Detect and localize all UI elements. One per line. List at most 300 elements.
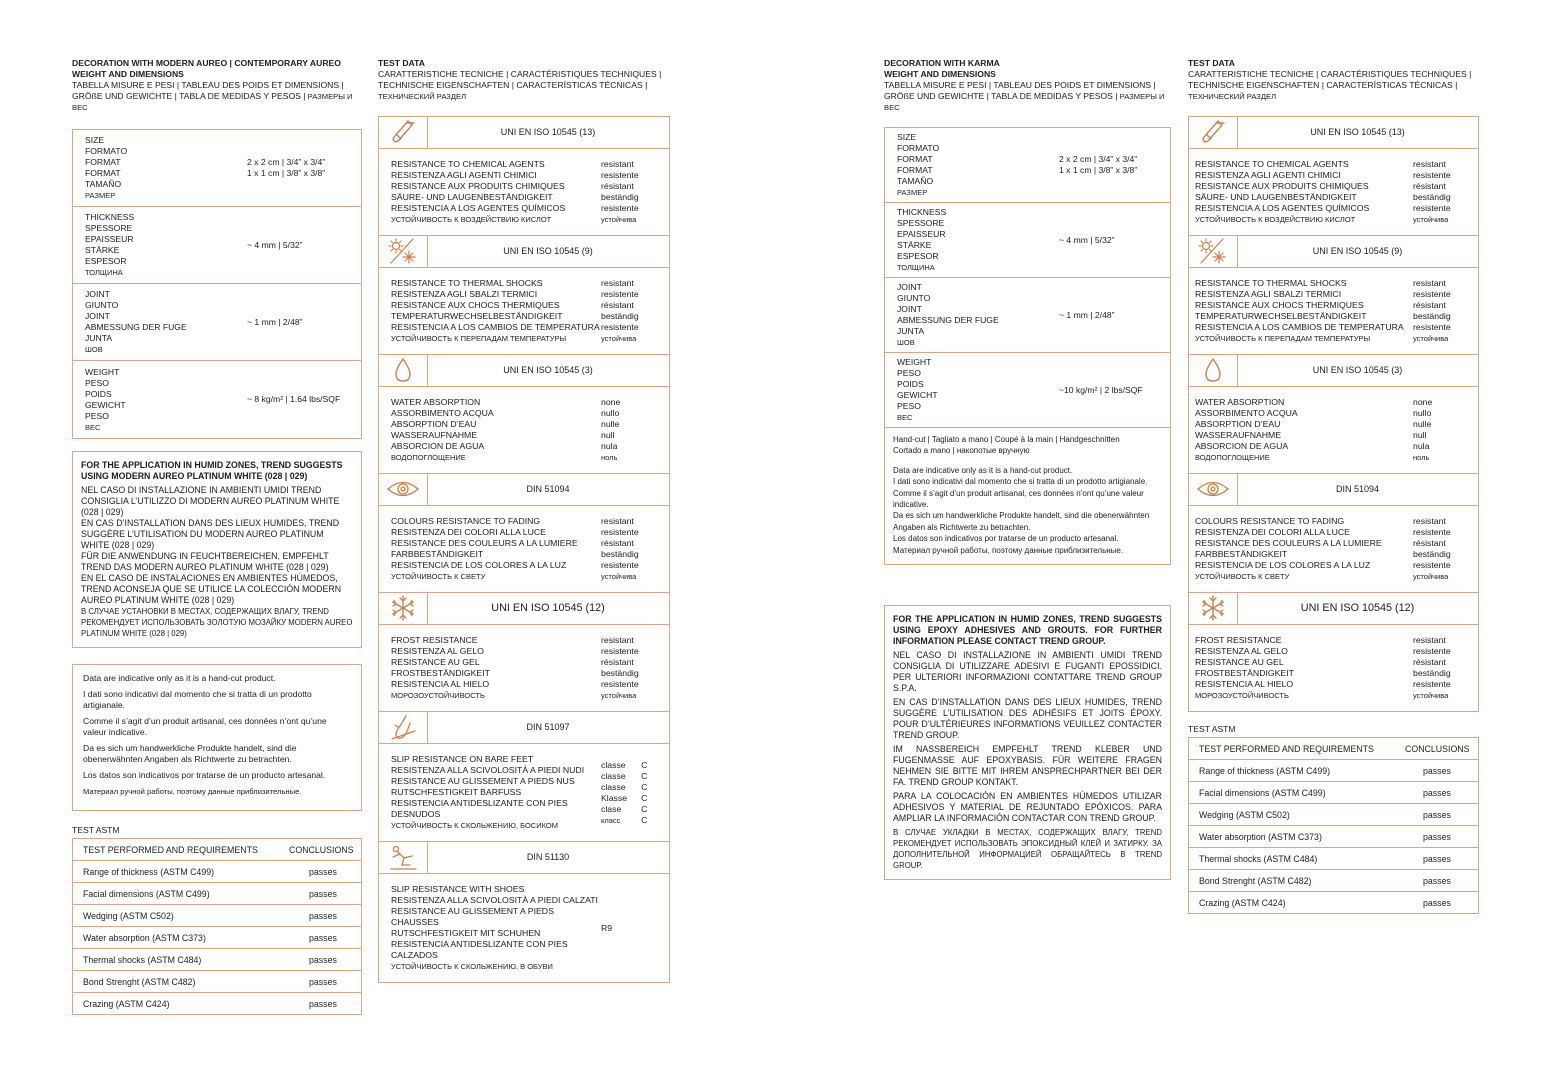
left-testdata-column	[378, 58, 670, 983]
deco-line2-ru: РАЗМЕРЫ И ВЕС	[884, 92, 1165, 112]
astm-test: Wedging (ASTM C502)	[1199, 809, 1290, 820]
left-humid-box	[72, 451, 362, 648]
table-row	[73, 992, 361, 1014]
test-label: RESISTENZA DEI COLORI ALLA LUCE	[391, 527, 546, 537]
test-label: RESISTENCIA AL HIELO	[391, 679, 490, 689]
test-label-ru: МОРОЗОУСТОЙЧИВОСТЬ	[1195, 691, 1289, 700]
test-label: SÄURE- UND LAUGENBESTÄNDIGKEIT	[391, 192, 553, 202]
test-label: TEMPERATURWECHSELBESTÄNDIGKEIT	[1195, 311, 1367, 321]
spec-label: EPAISSEUR	[85, 234, 134, 244]
left-testdata-table	[378, 116, 670, 983]
humid-es: PARA LA COLOCACIÓN EN AMBIENTES HÚMEDOS UTILIZAR ADHESIVOS Y MATERIAL DE REJUNTADO EPÓXICOS. PARA AMPLIAR LA INFORMACIÓN CONTACTAR CON TREND GROUP.	[893, 791, 1162, 823]
right-spec-and-note	[884, 127, 1171, 565]
test-result: beständig	[601, 311, 639, 321]
humid-ru: В СЛУЧАЕ УСТАНОВКИ В МЕСТАХ, СОДЕРЖАЩИХ ВЛАГУ, TREND РЕКОМЕНДУЕТ ИСПОЛЬЗОВАТЬ ЗОЛОТУЮ МОЗАЙКУ MODERN AUREO PLATINUM WHITE (028 | 029)	[81, 607, 353, 638]
table-row	[1189, 847, 1478, 869]
deco-line2: GRÖßE UND GEWICHTE | TABLA DE MEDIDAS Y PESOS |	[72, 91, 306, 101]
test-label: TEMPERATURWECHSELBESTÄNDIGKEIT	[391, 311, 563, 321]
test-label-ru: УСТОЙЧИВОСТЬ К ПЕРЕПАДАМ ТЕМПЕРАТУРЫ	[391, 334, 567, 343]
humid-ru: В СЛУЧАЕ УКЛАДКИ В МЕСТАХ, СОДЕРЖАЩИХ ВЛАГУ, TREND РЕКОМЕНДУЕТ ИСПОЛЬЗОВАТЬ ЭПОКСИДНЫЙ КЛЕЙ И ЗАТИРКУ. ЗА ДОПОЛНИТЕЛЬНОЙ ИНФОРМАЦИЕЙ ОБРАЩАЙТЕСЬ В TREND GROUP.	[893, 828, 1162, 870]
test-result: resistente	[1413, 646, 1451, 656]
bare-foot-icon	[379, 711, 428, 744]
spec-label: FORMAT	[85, 168, 121, 178]
test-label: WASSERAUFNAHME	[391, 430, 478, 440]
test-label: RESISTENZA ALLA SCIVOLOSITÀ A PIEDI CALZATI	[391, 895, 598, 905]
test-label: RESISTANCE AU GEL	[391, 657, 480, 667]
test-result: résistant	[601, 657, 634, 667]
right-astm-table	[1188, 737, 1479, 914]
astm-test: Crazing (ASTM C424)	[1199, 897, 1286, 908]
test-result: resistente	[601, 560, 639, 570]
testdata-line1: CARATTERISTICHE TECNICHE | CARACTÉRISTIQUES TECHNIQUES |	[1188, 69, 1472, 79]
test-result: null	[1413, 430, 1427, 440]
astm-header-row	[1189, 738, 1478, 759]
table-row	[1189, 781, 1478, 803]
test-label: RESISTENCIA DE LOS COLORES A LA LUZ	[1195, 560, 1371, 570]
astm-test: Thermal shocks (ASTM C484)	[83, 954, 202, 965]
astm-test: Bond Strenght (ASTM C482)	[83, 976, 196, 987]
table-row	[73, 926, 361, 948]
astm-result: passes	[1423, 787, 1451, 798]
astm-result: passes	[309, 910, 337, 921]
test-result-ru: устойчива	[1413, 572, 1449, 581]
deco-title: DECORATION WITH MODERN AUREO | CONTEMPORARY AUREO	[72, 58, 341, 68]
spec-label: PESO	[897, 368, 921, 378]
right-testdata-column	[1188, 58, 1479, 914]
spec-label: JUNTA	[897, 326, 925, 336]
table-row	[73, 970, 361, 992]
test-result: résistant	[1413, 181, 1446, 191]
right-note	[885, 428, 1170, 564]
astm-header-test: TEST PERFORMED AND REQUIREMENTS	[1199, 743, 1374, 754]
test-frost	[379, 593, 669, 712]
spec-label: SIZE	[85, 135, 105, 145]
spec-label: THICKNESS	[897, 207, 947, 217]
spec-label-ru: ВЕС	[85, 422, 101, 432]
test-result: resistente	[1413, 560, 1451, 570]
test-tube-icon	[1189, 116, 1238, 149]
test-result: resistente	[601, 646, 639, 656]
test-label: RESISTANCE DES COULEURS A LA LUMIERE	[1195, 538, 1382, 548]
table-row	[1189, 825, 1478, 847]
spec-label: FORMAT	[85, 157, 121, 167]
test-label: RESISTENZA AL GELO	[1195, 646, 1288, 656]
deco-line2: GRÖßE UND GEWICHTE | TABLA DE MEDIDAS Y PESOS |	[884, 91, 1118, 101]
test-label-ru: УСТОЙЧИВОСТЬ К ПЕРЕПАДАМ ТЕМПЕРАТУРЫ	[1195, 334, 1371, 343]
note-ru: Материал ручной работы, поэтому данные приблизительные.	[83, 787, 302, 796]
test-label: SLIP RESISTANCE WITH SHOES	[391, 884, 525, 894]
test-label: FARBBESTÄNDIGKEIT	[1195, 549, 1288, 559]
astm-result: passes	[309, 866, 337, 877]
test-thermal	[1189, 236, 1478, 355]
note-en: Data are indicative only as it is a hand-cut product.	[893, 465, 1073, 475]
astm-header-row	[73, 839, 361, 860]
test-result-ru: ноль	[601, 453, 618, 462]
test-result: beständig	[601, 668, 639, 678]
test-fading	[379, 474, 669, 593]
table-row	[73, 948, 361, 970]
spec-size	[73, 130, 361, 207]
test-result: resistente	[601, 527, 639, 537]
spec-size	[885, 128, 1170, 203]
test-chemical	[1189, 117, 1478, 236]
left-spec-table	[72, 129, 362, 439]
note-fr: Comme il s’agit d’un produit artisanal, ces données n’ont qu’une valeur indicative.	[83, 716, 327, 737]
test-result-ru: устойчива	[1413, 334, 1449, 343]
sun-snowflake-icon	[1189, 235, 1238, 268]
test-label: ABSORCION DE AGUA	[1195, 441, 1289, 451]
spec-label-ru: ШОВ	[85, 345, 103, 354]
test-result: resistente	[1413, 203, 1451, 213]
spec-label: PESO	[897, 401, 921, 411]
humid-it: NEL CASO DI INSTALLAZIONE IN AMBIENTI UMIDI TREND CONSIGLIA L’UTILIZZO DI MODERN AUREO PLATINUM WHITE (028 | 029)	[81, 485, 340, 517]
test-result-ru: устойчива	[1413, 691, 1449, 700]
test-label: RESISTENCIA A LOS AGENTES QUÍMICOS	[1195, 203, 1370, 213]
test-result: resistant	[1413, 516, 1446, 526]
test-result: resistant	[1413, 159, 1446, 169]
test-label: RESISTENCIA ANTIDESLIZANTE CON PIES DESNUDOS	[391, 798, 568, 819]
spec-label-ru: ТОЛЩИНА	[85, 268, 123, 277]
test-label: RESISTANCE AUX PRODUITS CHIMIQUES	[1195, 181, 1369, 191]
test-label: WASSERAUFNAHME	[1195, 430, 1282, 440]
note-de: Da es sich um handwerkliche Produkte handelt, sind die obenerwähnten Angaben als Richtwerte zu betrachten.	[893, 511, 1150, 532]
joint-value: ~ 1 mm | 2/48”	[1059, 309, 1115, 320]
test-result: nulle	[1413, 419, 1432, 429]
astm-title: TEST ASTM	[1188, 724, 1236, 734]
astm-result: passes	[309, 932, 337, 943]
spec-label: WEIGHT	[897, 357, 932, 367]
test-result: resistente	[601, 322, 639, 332]
test-result: classe	[601, 781, 626, 792]
spec-label: JOINT	[897, 282, 922, 292]
spec-label: ESPESOR	[85, 256, 127, 266]
left-deco-header	[72, 58, 362, 113]
test-result: beständig	[601, 192, 639, 202]
test-grade: C	[641, 792, 648, 803]
test-label: RESISTANCE TO THERMAL SHOCKS	[1195, 278, 1347, 288]
table-row	[73, 904, 361, 926]
spec-label: EPAISSEUR	[897, 229, 946, 239]
test-result: résistant	[1413, 657, 1446, 667]
test-result: nullo	[601, 408, 620, 418]
test-result-ru: ноль	[1413, 453, 1430, 462]
test-label: SLIP RESISTANCE ON BARE FEET	[391, 754, 534, 764]
test-label: RESISTANCE TO CHEMICAL AGENTS	[1195, 159, 1349, 169]
test-result: resistente	[601, 289, 639, 299]
test-label: FARBBESTÄNDIGKEIT	[391, 549, 484, 559]
test-standard: DIN 51097	[526, 722, 570, 732]
test-result: resistant	[601, 635, 634, 645]
test-tube-icon	[379, 116, 428, 149]
test-label-ru: УСТОЙЧИВОСТЬ К СВЕТУ	[391, 572, 486, 581]
spec-label: POIDS	[85, 388, 112, 399]
left-note-box	[72, 664, 362, 811]
test-result: résistant	[601, 538, 634, 548]
test-result: résistant	[601, 300, 634, 310]
test-result: resistente	[1413, 679, 1451, 689]
deco-line1: TABELLA MISURE E PESI | TABLEAU DES POIDS ET DIMENSIONS |	[884, 80, 1156, 90]
humid-bold: FOR THE APPLICATION IN HUMID ZONES, TREND SUGGESTS USING MODERN AUREO PLATINUM WHITE (028 | 029)	[81, 460, 343, 481]
test-label: RESISTENZA AGLI AGENTI CHIMICI	[1195, 170, 1341, 180]
testdata-header	[378, 58, 670, 102]
astm-result: passes	[309, 954, 337, 965]
test-label-ru: УСТОЙЧИВОСТЬ К СКОЛЬЖЕНИЮ, В ОБУВИ	[391, 962, 553, 971]
sun-snowflake-icon	[379, 235, 428, 268]
test-thermal	[379, 236, 669, 355]
note-es: Los datos son indicativos por tratarse de un producto artesanal.	[83, 770, 326, 780]
astm-test: Water absorption (ASTM C373)	[83, 932, 206, 943]
spec-thickness	[73, 207, 361, 284]
handcut-line-2: Cortado a mano | накопотые вручную	[893, 446, 1030, 456]
right-deco-header	[884, 58, 1171, 113]
test-result: resistente	[601, 170, 639, 180]
astm-result: passes	[1423, 809, 1451, 820]
spec-label: STÄRKE	[897, 240, 932, 250]
test-standard: UNI EN ISO 10545 (13)	[500, 127, 596, 137]
test-result-ru: устойчива	[1413, 215, 1449, 224]
test-label: RESISTENCIA A LOS AGENTES QUÍMICOS	[391, 203, 566, 213]
note-it: I dati sono indicativi dal momento che si tratta di un prodotto artigianale.	[83, 689, 312, 710]
snowflake-icon	[379, 592, 428, 625]
test-result: resistente	[1413, 527, 1451, 537]
test-result: null	[601, 430, 615, 440]
spec-label: SPESSORE	[897, 218, 945, 228]
humid-bold: FOR THE APPLICATION IN HUMID ZONES, TREND SUGGESTS USING EPOXY ADHESIVES AND GROUTS. FOR FURTHER INFORMATION PLEASE CONTACT TREND GROUP.	[893, 614, 1162, 646]
spec-label: FORMATO	[85, 146, 128, 156]
test-label: SÄURE- UND LAUGENBESTÄNDIGKEIT	[1195, 192, 1357, 202]
spec-label: ESPESOR	[897, 251, 939, 261]
size-value-1: 2 x 2 cm | 3/4” x 3/4”	[247, 157, 326, 167]
test-standard: UNI EN ISO 10545 (12)	[491, 602, 605, 614]
test-water	[379, 355, 669, 474]
test-result: resistente	[1413, 289, 1451, 299]
spec-label: JOINT	[897, 304, 922, 314]
test-label: ABSORPTION D’EAU	[391, 419, 477, 429]
spec-label: JOINT	[85, 289, 110, 299]
test-result: résistant	[601, 181, 634, 191]
test-grade: C	[641, 770, 648, 781]
deco-line1: TABELLA MISURE E PESI | TABLEAU DES POIDS ET DIMENSIONS |	[72, 80, 344, 90]
spec-label: ABMESSUNG DER FUGE	[85, 322, 187, 332]
spec-joint	[885, 278, 1170, 353]
test-label: FROST RESISTANCE	[1195, 635, 1282, 645]
test-label-ru: ВОДОПОГЛОЩЕНИЕ	[1195, 453, 1270, 462]
spec-label: FORMAT	[897, 165, 933, 175]
spec-label: GEWICHT	[897, 390, 938, 400]
test-label-ru: МОРОЗОУСТОЙЧИВОСТЬ	[391, 691, 485, 700]
humid-it: NEL CASO DI INSTALLAZIONE IN AMBIENTI UMIDI TREND CONSIGLIA DI UTILIZZARE ADESIVI E FUGANTI EPOSSIDICI. PER ULTERIORI INFORMAZIONI CONTATTARE TREND GROUP S.P.A.	[893, 650, 1162, 693]
spec-label: FORMAT	[897, 154, 933, 164]
spec-label: JUNTA	[85, 333, 113, 343]
spec-label-ru: РАЗМЕР	[897, 188, 928, 197]
test-result: beständig	[1413, 668, 1451, 678]
humid-es: EN EL CASO DE INSTALACIONES EN AMBIENTES HÚMEDOS, TREND ACONSEJA QUE SE UTILICE LA COLECCIÓN MODERN AUREO PLATINUM WHITE (028 | 029)	[81, 573, 342, 605]
table-row	[1189, 803, 1478, 825]
astm-test: Facial dimensions (ASTM C499)	[1199, 787, 1326, 798]
spec-label-ru: ШОВ	[897, 338, 915, 347]
left-decoration-column	[72, 58, 362, 1015]
test-label: RESISTANCE AU GLISSEMENT A PIEDS NUS	[391, 776, 575, 786]
test-standard: DIN 51130	[526, 852, 570, 862]
spec-label: GIUNTO	[897, 293, 931, 303]
test-result: nulle	[601, 419, 620, 429]
spec-label: JOINT	[85, 311, 110, 321]
test-label-ru: ВОДОПОГЛОЩЕНИЕ	[391, 453, 466, 462]
spec-label: GEWICHT	[85, 399, 126, 410]
test-standard: UNI EN ISO 10545 (3)	[503, 365, 593, 375]
test-result-ru: устойчива	[601, 572, 637, 581]
testdata-line3: ТЕХНИЧЕСКИЙ РАЗДЕЛ	[1188, 92, 1277, 101]
size-value-2: 1 x 1 cm | 3/8” x 3/8”	[247, 168, 326, 178]
humid-de: FÜR DIE ANWENDUNG IN FEUCHTBEREICHEN, EMPFEHLT TREND DAS MODERN AUREO PLATINUM WHITE (028 | 029)	[81, 551, 329, 572]
test-label: FROSTBESTÄNDIGKEIT	[1195, 668, 1294, 678]
thickness-value: ~ 4 mm | 5/32”	[1059, 234, 1115, 245]
testdata-line2: TECHNISCHE EIGENSCHAFTEN | CARACTERÍSTICAS TÉCNICAS |	[378, 80, 648, 90]
test-label: FROST RESISTANCE	[391, 635, 478, 645]
astm-header-conclusion: CONCLUSIONS	[1405, 743, 1470, 754]
test-result: résistant	[1413, 538, 1446, 548]
testdata-line2: TECHNISCHE EIGENSCHAFTEN | CARACTERÍSTICAS TÉCNICAS |	[1188, 80, 1458, 90]
spec-label: SIZE	[897, 132, 917, 142]
spec-label-ru: РАЗМЕР	[85, 191, 116, 200]
spec-label: THICKNESS	[85, 212, 135, 222]
spec-thickness	[885, 203, 1170, 278]
test-label: ABSORPTION D’EAU	[1195, 419, 1281, 429]
test-slip-bare-feet	[379, 712, 669, 842]
test-result: beständig	[1413, 311, 1451, 321]
test-result: nula	[1413, 441, 1430, 451]
test-grade: C	[641, 803, 648, 814]
astm-result: passes	[309, 888, 337, 899]
test-grade: C	[641, 781, 648, 792]
test-label: RESISTANCE TO CHEMICAL AGENTS	[391, 159, 545, 169]
astm-test: Bond Strenght (ASTM C482)	[1199, 875, 1312, 886]
astm-result: passes	[1423, 897, 1451, 908]
test-result: resistant	[1413, 635, 1446, 645]
spec-label: TAMAÑO	[897, 176, 934, 186]
test-label: RESISTENCIA ANTIDESLIZANTE CON PIES CALZADOS	[391, 939, 568, 960]
spec-weight	[73, 361, 361, 438]
test-result: nula	[601, 441, 618, 451]
test-label: WATER ABSORPTION	[391, 397, 481, 407]
test-water	[1189, 355, 1478, 474]
test-label: ABSORCION DE AGUA	[391, 441, 485, 451]
test-label: RESISTENCIA A LOS CAMBIOS DE TEMPERATURA	[391, 322, 600, 332]
test-result: beständig	[1413, 192, 1451, 202]
spec-label: ABMESSUNG DER FUGE	[897, 315, 999, 325]
test-label: RESISTENZA ALLA SCIVOLOSITÀ A PIEDI NUDI	[391, 765, 585, 775]
test-standard: UNI EN ISO 10545 (9)	[1312, 246, 1403, 256]
test-label: RESISTANCE DES COULEURS A LA LUMIERE	[391, 538, 578, 548]
test-standard: UNI EN ISO 10545 (3)	[1312, 365, 1403, 375]
test-result: beständig	[1413, 549, 1451, 559]
test-label: RESISTANCE AUX CHOCS THERMIQUES	[1195, 300, 1364, 310]
right-testdata-table	[1188, 116, 1479, 712]
astm-test: Thermal shocks (ASTM C484)	[1199, 853, 1318, 864]
note-es: Los datos son indicativos por tratarse de un producto artesanal.	[893, 534, 1119, 544]
test-result: none	[1413, 397, 1433, 407]
testdata-header	[1188, 58, 1479, 102]
test-result: resistente	[1413, 170, 1451, 180]
table-row	[73, 882, 361, 904]
testdata-title: TEST DATA	[378, 58, 425, 68]
test-label: RESISTANCE AUX PRODUITS CHIMIQUES	[391, 181, 565, 191]
test-label: RESISTANCE AU GEL	[1195, 657, 1284, 667]
deco-line2-ru: РАЗМЕРЫ И ВЕС	[72, 92, 353, 112]
test-label: RESISTENCIA DE LOS COLORES A LA LUZ	[391, 560, 567, 570]
test-result: resistant	[601, 278, 634, 288]
astm-result: passes	[309, 998, 337, 1009]
test-label: COLOURS RESISTANCE TO FADING	[391, 516, 541, 526]
spec-label: POIDS	[897, 379, 924, 389]
weight-value: ~10 kg/m² | 2 lbs/SQF	[1059, 384, 1143, 395]
note-ru: Материал ручной работы, поэтому данные приблизительные.	[893, 545, 1124, 555]
left-astm-table	[72, 838, 362, 1015]
test-label: RESISTENZA AL GELO	[391, 646, 484, 656]
joint-value: ~ 1 mm | 2/48”	[247, 316, 303, 327]
spec-label-ru: ВЕС	[897, 413, 913, 422]
test-result: resistente	[601, 203, 639, 213]
spec-weight	[885, 353, 1170, 428]
spec-label: SPESSORE	[85, 223, 133, 233]
test-result: resistente	[1413, 322, 1451, 332]
astm-header-test: TEST PERFORMED AND REQUIREMENTS	[83, 844, 258, 855]
test-result-ru: класс	[601, 815, 621, 825]
astm-result: passes	[1423, 853, 1451, 864]
test-label: RESISTENZA AGLI SBALZI TERMICI	[1195, 289, 1342, 299]
size-value-1: 2 x 2 cm | 3/4” x 3/4”	[1059, 154, 1138, 164]
test-standard: UNI EN ISO 10545 (12)	[1300, 602, 1415, 614]
test-result-ru: устойчива	[601, 691, 637, 700]
test-label: ASSORBIMENTO ACQUA	[1195, 408, 1298, 418]
test-result-ru: устойчива	[601, 215, 637, 224]
test-label: RESISTANCE AU GLISSEMENT A PIEDS CHAUSSES	[391, 906, 554, 927]
test-result: nullo	[1413, 408, 1432, 418]
astm-header-conclusion: CONCLUSIONS	[289, 844, 354, 855]
test-label-ru: УСТОЙЧИВОСТЬ К СВЕТУ	[1195, 572, 1290, 581]
astm-result: passes	[1423, 875, 1451, 886]
test-result: none	[601, 397, 621, 407]
right-decoration-column	[884, 58, 1171, 870]
deco-subtitle: WEIGHT AND DIMENSIONS	[72, 69, 184, 79]
astm-test: Wedging (ASTM C502)	[83, 910, 174, 921]
astm-test: Water absorption (ASTM C373)	[1199, 831, 1322, 842]
spec-label: PESO	[85, 410, 109, 421]
test-result: classe	[601, 759, 626, 770]
test-standard: DIN 51094	[526, 484, 570, 494]
test-label-ru: УСТОЙЧИВОСТЬ К ВОЗДЕЙСТВИЮ КИСЛОТ	[1195, 215, 1356, 224]
test-grade: C	[641, 759, 648, 770]
size-value-2: 1 x 1 cm | 3/8” x 3/8”	[1059, 165, 1138, 175]
test-frost	[1189, 593, 1478, 711]
test-result: Klasse	[601, 792, 628, 803]
note-fr: Comme il s’agit d’un produit artisanal, ces données n’ont qu’une valeur indicative.	[893, 488, 1144, 510]
test-result: beständig	[601, 549, 639, 559]
weight-value: ~ 8 kg/m² | 1.64 lbs/SQF	[247, 394, 341, 404]
test-label: RUTSCHFESTIGKEIT BARFUSS	[391, 787, 522, 797]
table-row	[1189, 891, 1478, 913]
test-label: RESISTANCE AUX CHOCS THERMIQUES	[391, 300, 560, 310]
test-result: resistant	[601, 516, 634, 526]
deco-subtitle: WEIGHT AND DIMENSIONS	[884, 69, 996, 79]
test-fading	[1189, 474, 1478, 593]
astm-result: passes	[1423, 831, 1451, 842]
test-standard: UNI EN ISO 10545 (9)	[503, 246, 593, 256]
testdata-line3: ТЕХНИЧЕСКИЙ РАЗДЕЛ	[378, 92, 467, 101]
table-row	[1189, 869, 1478, 891]
humid-fr: EN CAS D’INSTALLATION DANS DES LIEUX HUMIDES, TREND SUGGÈRE L’UTILISATION DU MODERN AUREO PLATINUM WHITE (028 | 029)	[81, 518, 340, 550]
test-label: ASSORBIMENTO ACQUA	[391, 408, 494, 418]
